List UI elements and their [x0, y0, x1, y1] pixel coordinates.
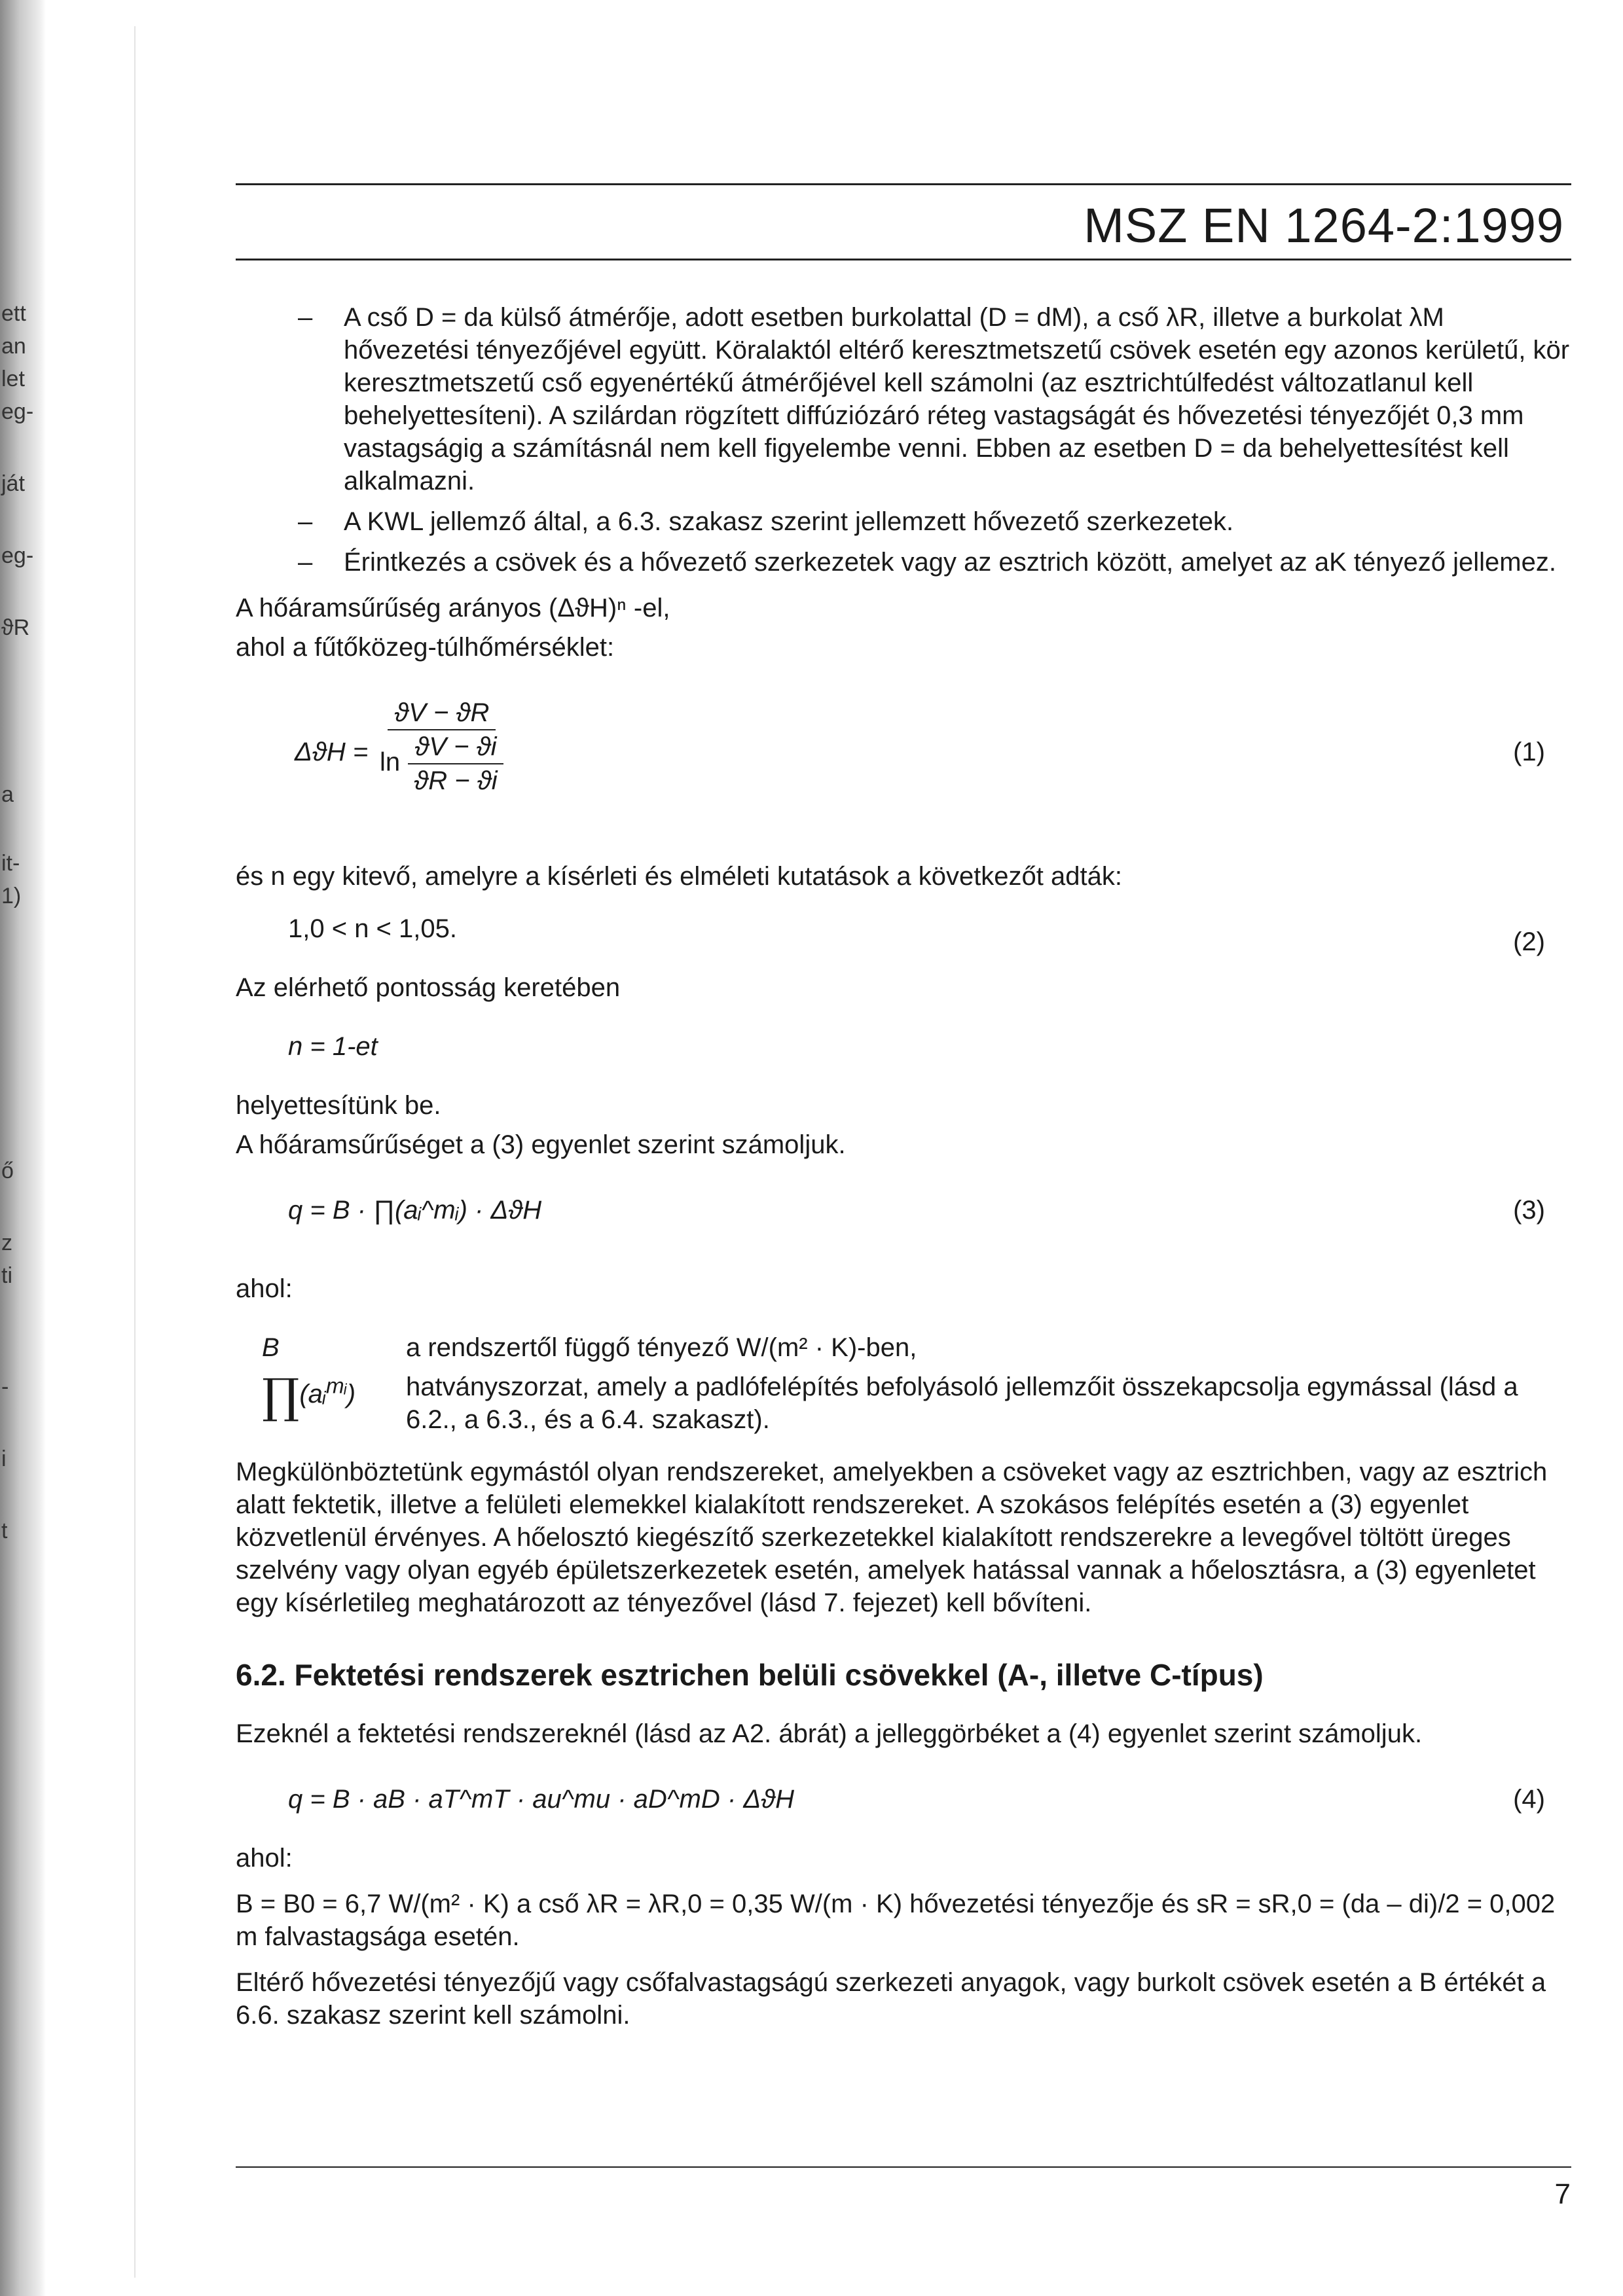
- equation-3: q = B · ∏(aᵢ^mᵢ) · ΔϑH (3): [236, 1181, 1571, 1266]
- paragraph: helyettesítünk be.: [236, 1091, 441, 1120]
- paragraph: B = B0 = 6,7 W/(m² · K) a cső λR = λR,0 = 0,35 W/(m · K) hővezetési tényezője és sR = sR,0 = (da – di)/2 = 0,002 m falvastagsága esetén.: [236, 1890, 1556, 1951]
- binding-line: [134, 26, 136, 2278]
- list-item: – A KWL jellemző által, a 6.3. szakasz szerint jellemzett hővezető szerkezetek.: [298, 507, 1234, 536]
- equation-label: (2): [1513, 927, 1545, 956]
- paragraph: ahol:: [236, 1274, 293, 1303]
- paragraph: Az elérhető pontosság keretében: [236, 973, 621, 1002]
- paragraph: A hőáramsűrűség arányos (ΔϑH)ⁿ -el,: [236, 594, 670, 622]
- paragraph: ahol:: [236, 1844, 293, 1873]
- paragraph: Megkülönböztetünk egymástól olyan rendszereket, amelyekben a csöveket vagy az esztrichben, vagy az esztrich alatt fektetik, illetve a felületi elemekkel kialakított rendszereket. A szokásos felépítés esetén a (3) egyenlet közvetlenül érvényes. A hőelosztó kiegészítő szerkezetekkel kialakított rendszerekre a levegővel töltött üreges szelvény vagy olyan egyéb épületszerkezetek esetén, amelyek hatással vannak a hőelosztásra, a (3) egyenletet egy kísérletileg meghatározott az tényezővel (lásd 7. fejezet) kell bővíteni.: [236, 1458, 1548, 1617]
- paragraph: Ezeknél a fektetési rendszereknél (lásd az A2. ábrát) a jelleggörbéket a (4) egyenlet szerint számoljuk.: [236, 1719, 1423, 1748]
- equation-label: (1): [1513, 738, 1545, 766]
- equation-label: (4): [1513, 1785, 1545, 1814]
- margin-fragment: i: [1, 1446, 7, 1471]
- paragraph: és n egy kitevő, amelyre a kísérleti és elméleti kutatások a következőt adták:: [236, 862, 1122, 891]
- margin-fragment: eg-: [1, 399, 34, 424]
- list-item: – Érintkezés a csövek és a hővezető szerkezetek vagy az esztrich között, amelyet az aK tényező jellemez.: [298, 548, 1556, 577]
- margin-fragment: let: [1, 367, 25, 391]
- margin-fragment: eg-: [1, 543, 34, 568]
- equation-1: ΔϑH = ϑV − ϑR ln $\frac{ϑV - ϑi}{ϑR - ϑi}$ (1): [236, 696, 1571, 827]
- margin-fragment: a: [1, 782, 14, 807]
- margin-fragment: an: [1, 334, 26, 359]
- definition-product: ∏(aᵢ$^{mᵢ}$) hatványszorzat, amely a padlófelépítés befolyásoló jellemzőit összekapcsolja egymással (lásd a 6.2., a 6.3., és a 6.4. szakaszt).: [262, 1368, 1518, 1434]
- margin-fragment: it-: [1, 851, 20, 876]
- margin-fragment: ő: [1, 1158, 14, 1183]
- document-standard-id: MSZ EN 1264-2:1999: [1084, 198, 1564, 253]
- header-rule-bottom: [236, 259, 1571, 260]
- margin-fragment: ját: [1, 471, 25, 496]
- paragraph: A hőáramsűrűséget a (3) egyenlet szerint számoljuk.: [236, 1130, 846, 1159]
- equation-2: 1,0 < n < 1,05. (2): [236, 912, 1571, 971]
- definition-b: B a rendszertől függő tényező W/(m² · K)-ben,: [262, 1333, 917, 1362]
- margin-fragment: ett: [1, 301, 26, 326]
- equation-label: (3): [1513, 1196, 1545, 1225]
- margin-fragment: ti: [1, 1263, 12, 1288]
- equation-4: q = B · aB · aT^mT · au^mu · aD^mD · ΔϑH (4): [236, 1770, 1571, 1842]
- header-rule-top: [236, 183, 1571, 185]
- section-heading: 6.2. Fektetési rendszerek esztrichen belüli csövekkel (A-, illetve C-típus): [236, 1658, 1264, 1692]
- paragraph: Eltérő hővezetési tényezőjű vagy csőfalvastagságú szerkezeti anyagok, vagy burkolt csövek esetén a B értékét a 6.6. szakasz szerint kell számolni.: [236, 1968, 1546, 2030]
- list-item: – A cső D = da külső átmérője, adott esetben burkolattal (D = dM), a cső λR, illetve a burkolat λM hővezetési tényezőjével együtt. Köralaktól eltérő keresztmetszetű csövek esetén egy azonos kerületű, kör keresztmetszetű cső egyenértékű átmérőjével kell számolni (az esztrichtúlfedést változatlanul kell behelyettesíteni). A szilárdan rögzített diffúziózáró réteg vastagságát és hővezetési tényezőjét 0,3 mm vastagságig a számításnál nem kell figyelembe venni. Ebben az esetben D = da behelyettesítést kell alkalmazni.: [298, 303, 1570, 495]
- page-content: [236, 301, 1571, 2038]
- margin-fragment: 1): [1, 884, 22, 908]
- margin-fragment: t: [1, 1518, 8, 1543]
- paragraph: ahol a fűtőközeg-túlhőmérséklet:: [236, 633, 615, 662]
- page-number: 7: [1554, 2178, 1571, 2210]
- equation-n: n = 1-et: [288, 1032, 378, 1061]
- margin-fragment: -: [1, 1374, 9, 1399]
- margin-fragment: ϑR: [1, 615, 30, 640]
- footer-rule: [236, 2166, 1571, 2168]
- margin-fragment: z: [1, 1230, 12, 1255]
